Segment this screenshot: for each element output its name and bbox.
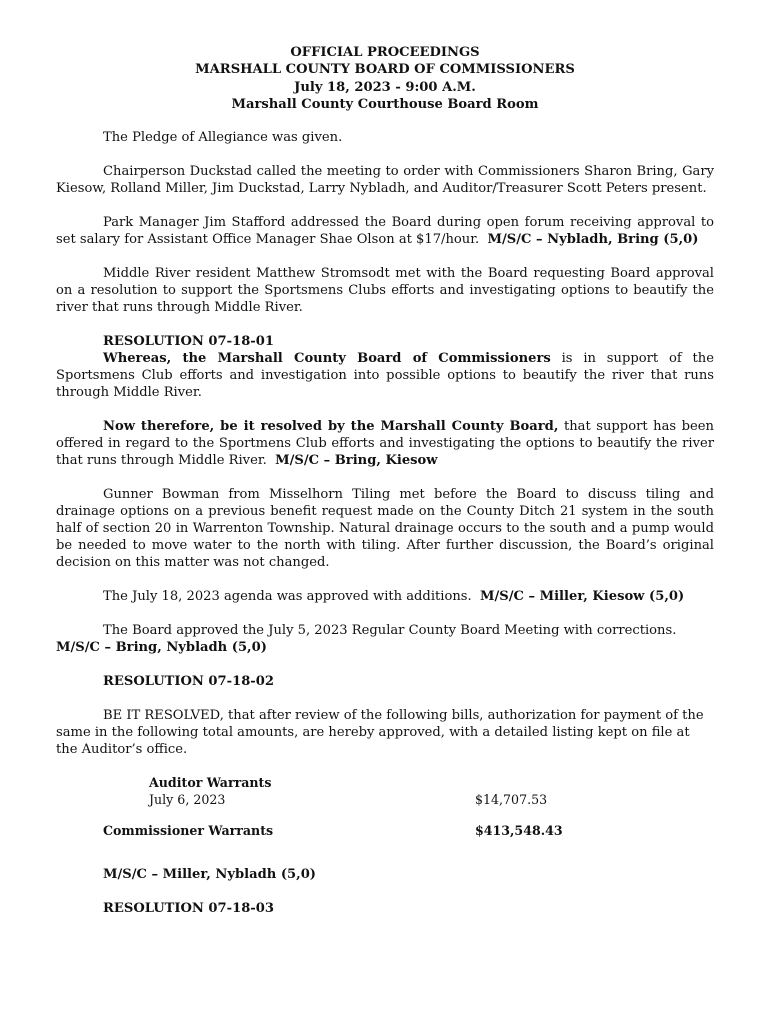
call-to-order-paragraph: Chairperson Duckstad called the meeting to order with Commissioners Sharon Bring, Gary Kiesow, Rolland Miller, Jim Duckstad, Larry Nybladh, and Auditor/Treasurer Scott Peters present.: [56, 164, 714, 197]
now-therefore-motion: M/S/C – Bring, Kiesow: [275, 453, 438, 469]
warrants-motion: M/S/C – Miller, Nybladh (5,0): [103, 867, 317, 883]
commissioner-warrants-label: Commissioner Warrants: [103, 823, 274, 839]
agenda-text: The July 18, 2023 agenda was approved with additions.: [103, 589, 472, 605]
park-manager-paragraph: [56, 214, 714, 248]
agenda-paragraph: [56, 588, 714, 605]
header-date: July 18, 2023 - 9:00 A.M.: [294, 79, 476, 95]
auditor-warrants-date: July 6, 2023: [149, 792, 226, 808]
warrants-table: [56, 774, 714, 866]
auditor-warrants-amount: $14,707.53: [475, 792, 548, 808]
now-therefore-text: that support has been offered in regard to the Sportmens Club efforts and investigating the options to beautify the river that runs through Middle River.: [56, 419, 714, 469]
agenda-motion: M/S/C – Miller, Kiesow (5,0): [479, 589, 685, 605]
resolution-title-3: RESOLUTION 07-18-03: [103, 901, 274, 917]
auditor-warrants-label: Auditor Warrants: [149, 775, 272, 791]
commissioner-warrants-amount: $413,548.43: [475, 823, 563, 839]
minutes-paragraph: [56, 622, 714, 656]
now-therefore-bold: Now therefore, be it resolved by the Marshall County Board,: [103, 419, 559, 435]
tiling-paragraph: Gunner Bowman from Misselhorn Tiling met before the Board to discuss tiling and drainage options on a previous benefit request made on the County Ditch 21 system in the south half of section 20 in Warrenton Township. Natural drainage occurs to the south and a pump would be needed to move water to the north with tiling. After further discussion, the Board’s original decision on this matter was not changed.: [56, 487, 714, 571]
bills-paragraph: BE IT RESOLVED, that after review of the following bills, authorization for payment of the same in the following total amounts, are hereby approved, with a detailed listing kept on file at the Auditor’s office.: [56, 708, 704, 758]
document-page: [56, 44, 714, 917]
pledge-paragraph: The Pledge of Allegiance was given.: [103, 130, 343, 146]
middle-river-paragraph: Middle River resident Matthew Stromsodt met with the Board requesting Board approval on a resolution to support the Sportsmens Clubs efforts and investigating options to beautify the river that runs through Middle River.: [56, 266, 714, 316]
header-location: Marshall County Courthouse Board Room: [231, 96, 539, 112]
minutes-text: The Board approved the July 5, 2023 Regular County Board Meeting with corrections.: [103, 623, 677, 639]
document-header: [56, 44, 714, 113]
whereas-bold: Whereas, the Marshall County Board of Commissioners: [103, 351, 551, 367]
park-motion: M/S/C – Nybladh, Bring (5,0): [487, 232, 699, 248]
header-board: MARSHALL COUNTY BOARD OF COMMISSIONERS: [195, 62, 575, 78]
whereas-text: is in support of the Sportsmens Club efforts and investigation into possible options to beautify the river that runs through Middle River.: [56, 351, 714, 401]
resolution-title-1: RESOLUTION 07-18-01: [103, 334, 274, 350]
minutes-motion: M/S/C – Bring, Nybladh (5,0): [56, 640, 267, 656]
now-therefore-paragraph: [56, 418, 714, 469]
park-text: Park Manager Jim Stafford addressed the Board during open forum receiving approval to set salary for Assistant Office Manager Shae Olson at $17/hour.: [56, 215, 714, 248]
whereas-paragraph: [56, 350, 714, 401]
header-title: OFFICIAL PROCEEDINGS: [290, 45, 480, 60]
resolution-title-2: RESOLUTION 07-18-02: [103, 674, 274, 690]
